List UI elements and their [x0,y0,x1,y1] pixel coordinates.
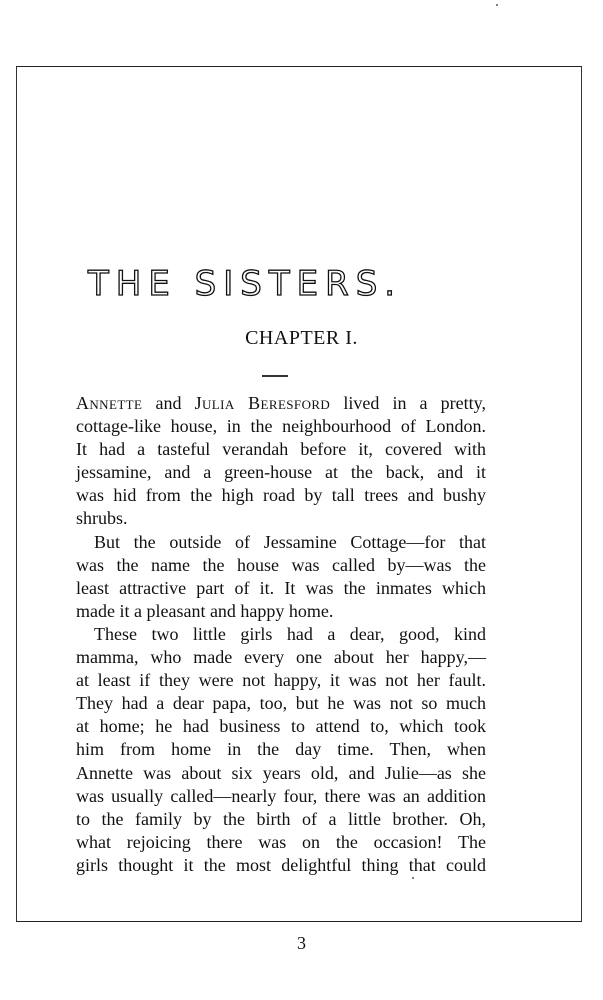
text-line: These two little girls had a dear, good, kind [94,623,486,644]
text-line: to the family by the birth of a little brother. Oh, [76,808,486,829]
text-line: was usually called—nearly four, there was an addition [76,785,486,806]
text-line: jessamine, and a green-house at the back, and it [76,462,486,483]
text-line: Annette was about six years old, and Julie—as she [76,762,486,783]
paper-speck [412,877,414,879]
text-line: They had a dear papa, too, but he was not so much [76,693,486,714]
text-line: shrubs. [76,508,128,529]
text-line: cottage-like house, in the neighbourhood of London. [76,416,486,437]
text-line: at least if they were not happy, it was not her fault. [76,670,486,691]
name-julia-beresford: Julia Beresford [194,393,331,413]
text-line: what rejoicing there was on the occasion! The [76,831,486,852]
chapter-heading: CHAPTER I. [245,327,358,349]
text-line: girls thought it the most delightful thing that could [76,854,486,875]
page-number: 3 [297,933,306,953]
text-line: It had a tasteful verandah before it, covered with [76,439,486,460]
text-line: made it a pleasant and happy home. [76,600,334,621]
text-line: Annette and Julia Beresford lived in a pretty, [76,393,486,413]
body-text [76,392,486,877]
text-line: him from home in the day time. Then, when [76,739,486,760]
text-line: at home; he had business to attend to, which took [76,716,486,737]
text-line: But the outside of Jessamine Cottage—for that [94,531,486,552]
paper-speck [496,4,498,6]
text-line: was hid from the high road by tall trees and bushy [76,485,486,506]
book-title: THE SISTERS. [88,264,403,304]
name-annette: Annette [76,393,143,413]
text-line: was the name the house was called by—was the [76,554,486,575]
text-line: least attractive part of it. It was the inmates which [76,577,486,598]
ornamental-rule [262,375,288,377]
text-line: mamma, who made every one about her happy,— [76,647,486,668]
